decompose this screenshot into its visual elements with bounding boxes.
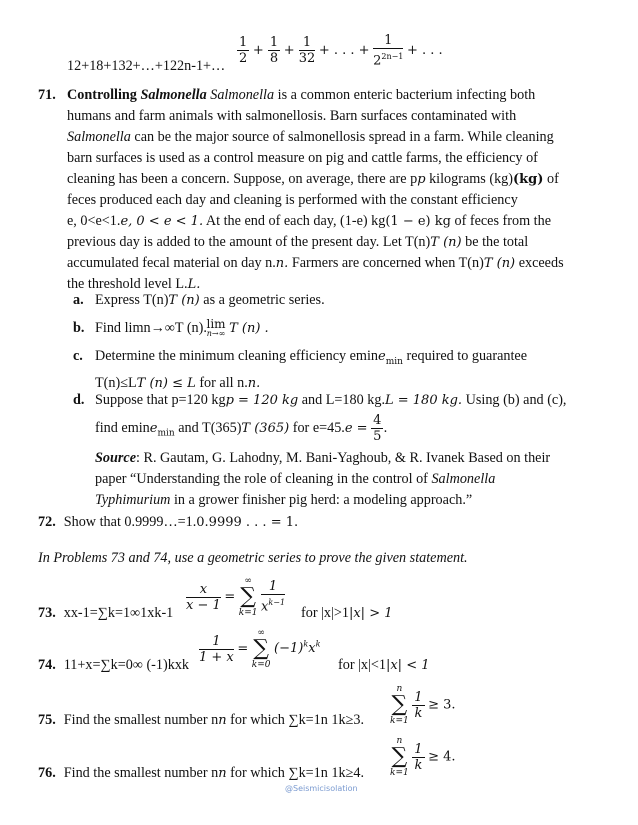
watermark: @Seismicisolation xyxy=(285,784,358,793)
problem-75: 75. Find the smallest number nn for which ∑k=1n 1k≥3. xyxy=(38,712,365,728)
problem-73: 73. xx-1=∑k=1∞1xk-1 xyxy=(38,605,174,621)
fraction: $\frac{1}{32}$ xyxy=(298,35,316,67)
problem-number-71: 71. xyxy=(38,87,56,103)
problem-71-text: Controlling Salmonella Salmonella is a common enteric bacterium infecting both humans and farm animals with salmonellosis. Barn surfaces contaminated with Salmonella can be the major source of salmonellosis spread in a farm. While cleaning barn surfaces is used as a control measure on pig and cattle farms, the efficiency of cleaning has been a concern. Suppose, on average, there are pp kilograms (kg)(kg) of feces produced each day and cleaning is performed with the constant efficiency e, 0<e<1.e, 0 < e < 1. At the end of each day, (1-e) kg(1 − e) kg of feces from the previous day is added to the amount of the present day. Let T(n)T (n) be the total accumulated fecal material on day n.n. Farmers are concerned when T(n)T (n) exceeds the threshold level L.L. xyxy=(67,87,564,292)
section-instructions: In Problems 73 and 74, use a geometric series to prove the given statement. xyxy=(38,550,468,566)
part-d-line2: find emine$_{min}$ and T(365)T (365) for e=45.e = $\frac{4}{5}$ . xyxy=(95,413,388,444)
problem-73-condition: for |x|>1|x| > 1 xyxy=(301,605,393,621)
problem-72: 72. Show that 0.9999…=1.0.9999 . . . = 1. xyxy=(38,514,299,530)
problem-74-condition: for |x|<1|x| < 1 xyxy=(338,657,430,673)
fraction: $\frac{1}{2^{2n-1}}$ xyxy=(373,33,404,69)
part-c: c. Determine the minimum cleaning efficiency emine$_{min}$ required to guarantee T(n)≤LT (n) ≤ L for all n.n. xyxy=(73,348,528,391)
fraction: $\frac{1}{8}$ xyxy=(269,35,279,67)
problem-74-formula: $\frac{1}{1 + x}$ = ∞ ∑ k=0 $(-1)^kx^k$ xyxy=(199,628,321,670)
limit-notation: lim n→∞ xyxy=(206,317,226,338)
source-citation: Source: R. Gautam, G. Lahodny, M. Bani-Yaghoub, & R. Ivanek Based on their paper “Understanding the role of cleaning in the control of Salmonella Typhimurium in a grower finisher pig herd: a modeling approach.” xyxy=(95,450,551,508)
problem-75-formula: n ∑ k=1 $\frac{1}{k}$ ≥ 3. xyxy=(390,684,456,726)
fraction: $\frac{1}{2}$ xyxy=(239,35,248,67)
problem-76-formula: n ∑ k=1 $\frac{1}{k}$ ≥ 4. xyxy=(390,736,456,778)
part-d: d. Suppose that p=120 kgp = 120 kg and L=180 kg.L = 180 kg. Using (b) and (c), xyxy=(73,392,567,408)
problem-73-formula: $\frac{x}{x - 1}$ = ∞ ∑ k=1 $\frac{1}{x^{k-1}}$ xyxy=(186,576,286,618)
series-text: 12+18+132+…+122n-1+… xyxy=(67,58,226,74)
series-formula: $\frac{1}{2}$ + $\frac{1}{8}$ + $\frac{1}{32}$ + . . . + $\frac{1}{2^{2n-1}}$ + . . . xyxy=(239,33,443,69)
problem-74: 74. 11+x=∑k=0∞ (-1)kxk xyxy=(38,657,190,673)
fraction: $\frac{4}{5}$ xyxy=(373,413,382,444)
part-b: b. Find limn→∞T (n). lim n→∞ T (n) . xyxy=(73,317,269,338)
part-a: a. Express T(n)T (n) as a geometric series. xyxy=(73,292,325,308)
problem-76: 76. Find the smallest number nn for which ∑k=1n 1k≥4. xyxy=(38,765,365,781)
